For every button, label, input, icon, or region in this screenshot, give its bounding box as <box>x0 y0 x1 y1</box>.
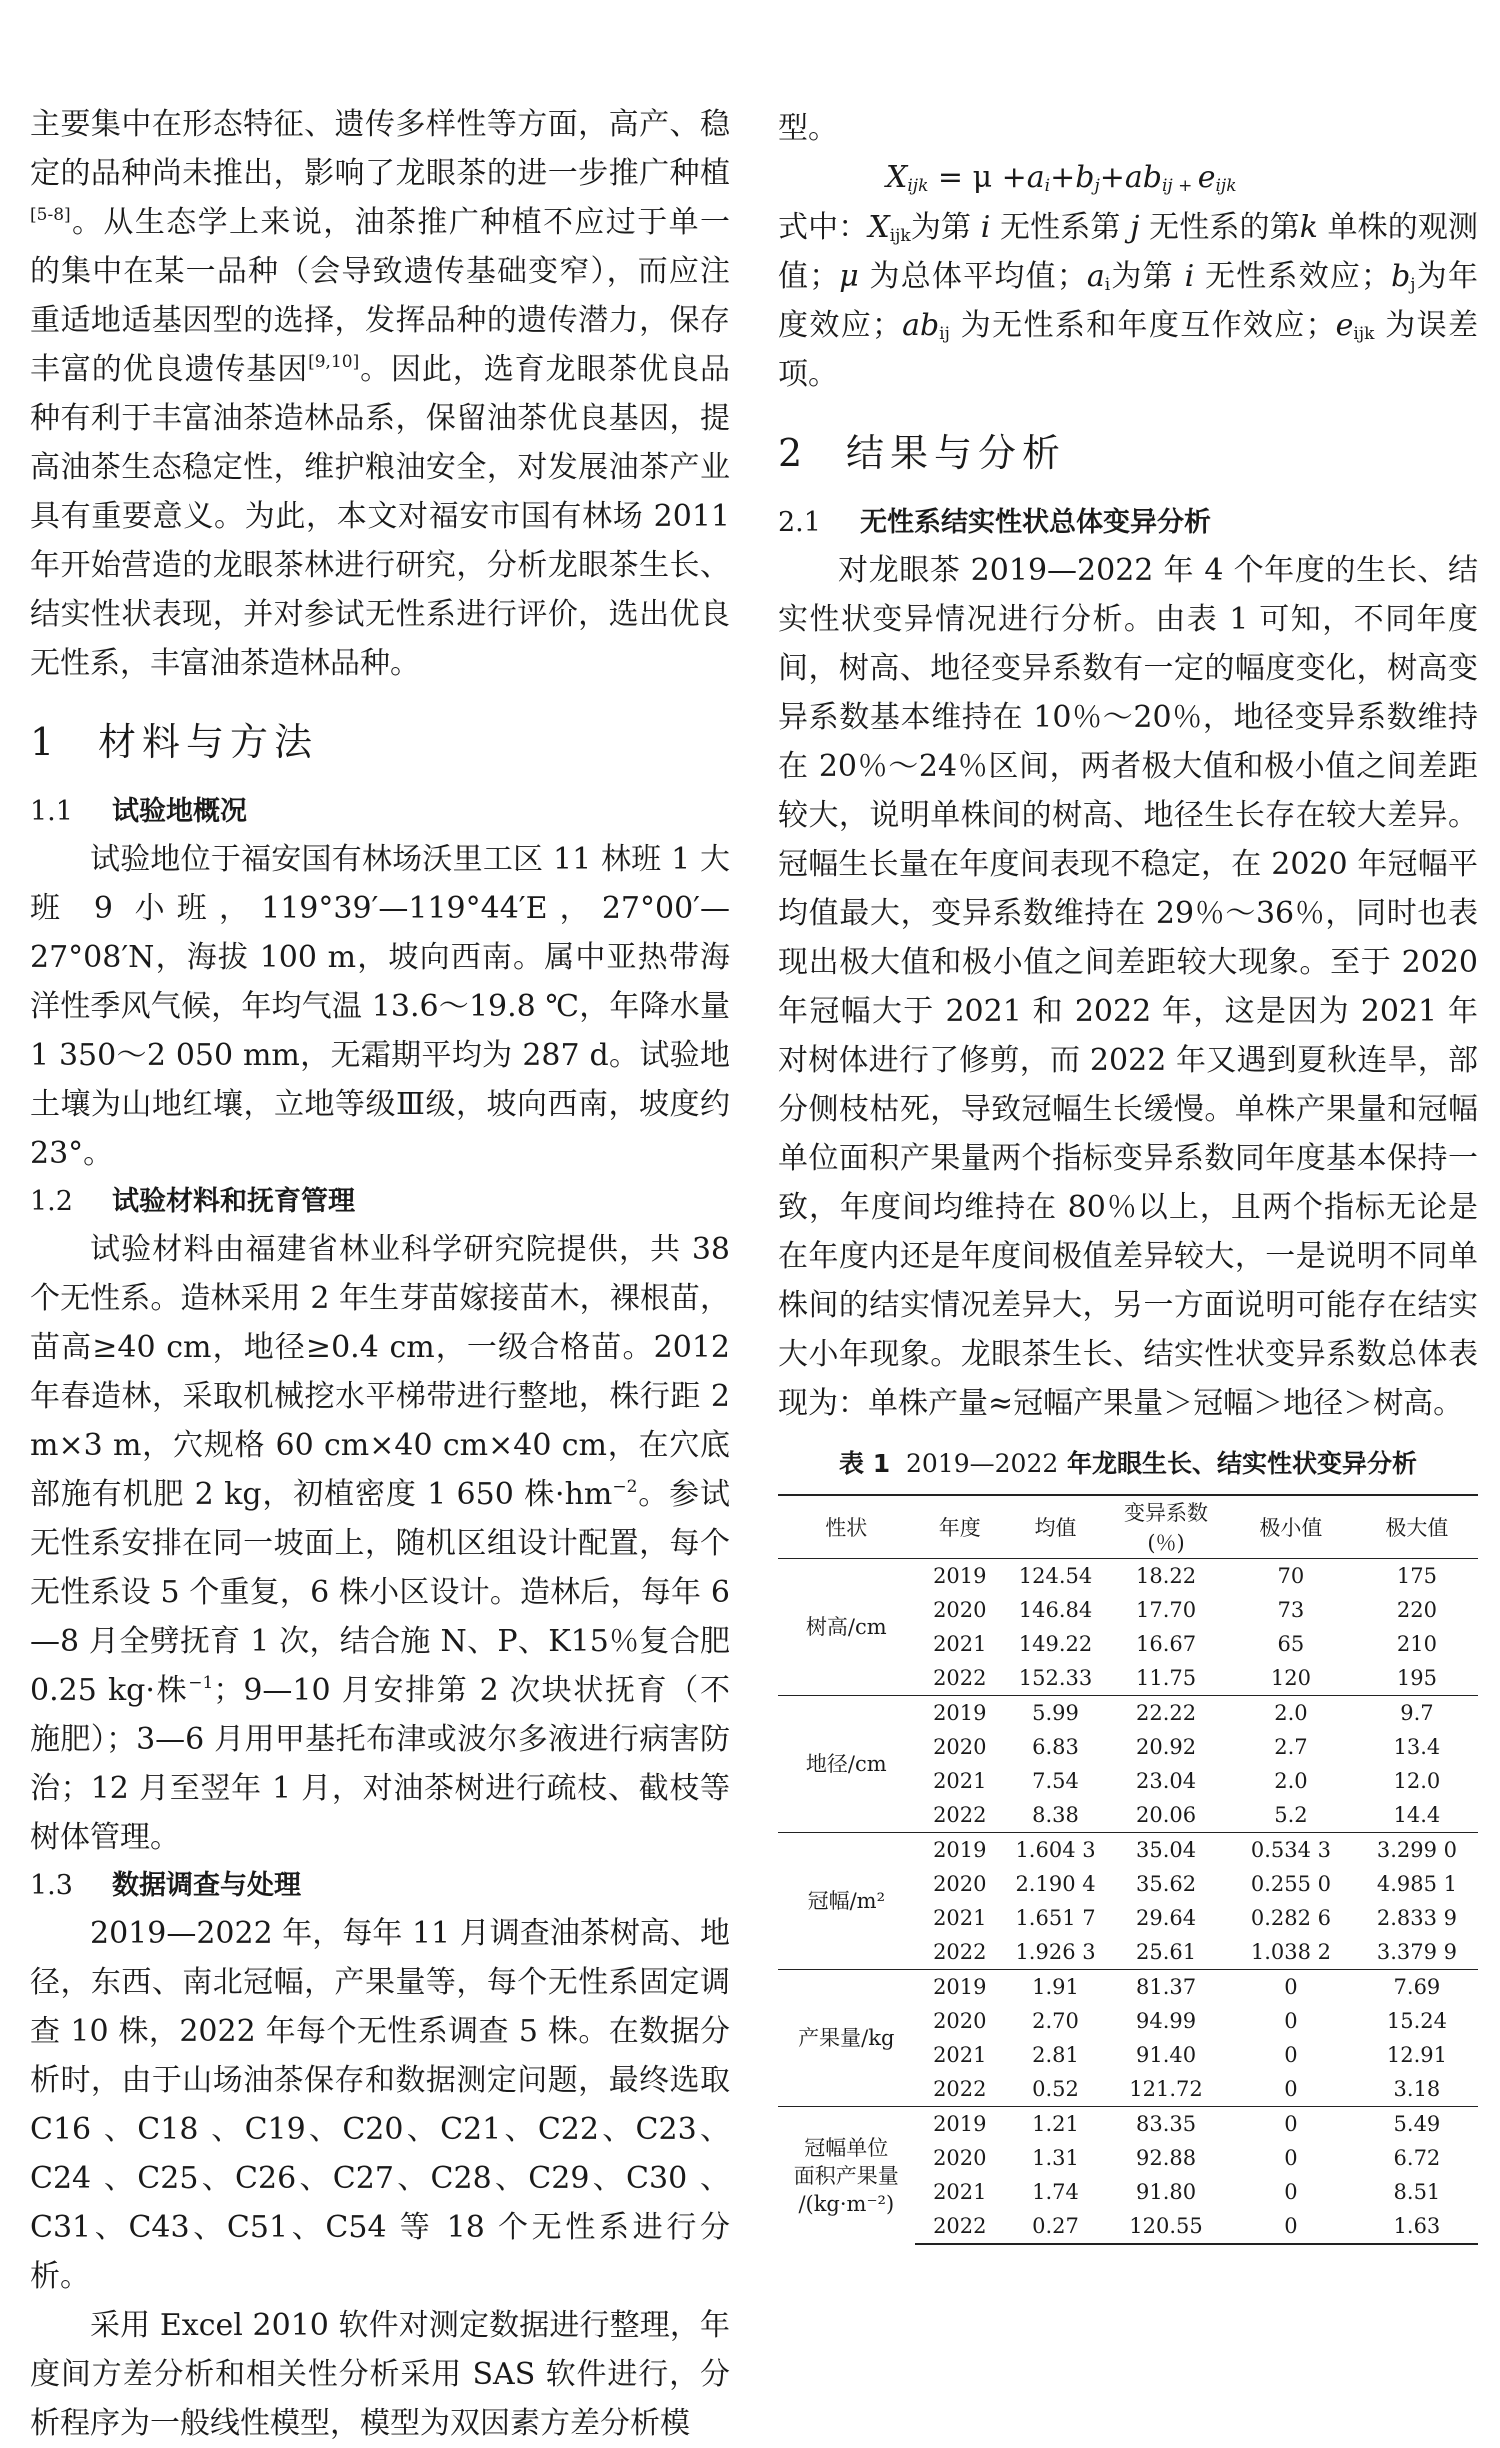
cv-cell: 81.37 <box>1106 1970 1226 2005</box>
section-2-heading: 2 结果与分析 <box>778 431 1067 475</box>
table-header-row <box>778 1495 1478 1559</box>
header-year: 年度 <box>915 1495 1005 1559</box>
min-cell: 70 <box>1277 1564 1305 1588</box>
mean-cell: 6.83 <box>1032 1735 1079 1759</box>
max-cell: 13.4 <box>1393 1735 1441 1759</box>
mean-cell: 1.21 <box>1005 2107 1106 2142</box>
max-cell: 195 <box>1396 1666 1437 1690</box>
cv-cell: 11.75 <box>1135 1666 1197 1690</box>
section-1-2-text: 试验材料由福建省林业科学研究院提供，共 38 个无性系。造林采用 2 年生芽苗嫁接苗木，裸根苗，苗高≥40 cm，地径≥0.4 cm，一级合格苗。2012 年春造林，采取机械挖水平梯带进行整地，株行距 2 m×3 m，穴规格 60 cm×40 cm×40 cm，在穴底部施有机肥 2 kg，初植密度 1 650 株$\cdot hm^{-2}$。参试无性系安排在同一坡面上，随机区组设计配置，每个无性系设 5 个重复，6 株小区设计。造林后，每年 6—8 月全劈抚育 1 次，结合施 N、P、K15％复合肥 0.25 kg·株$^{-1}$；9—10 月安排第 2 次块状抚育（不施肥）；3—6 月用甲基托布津或波尔多液进行病害防治；12 月至翌年 1 月，对油茶树进行疏枝、截枝等树体管理。 <box>30 1232 730 1855</box>
mean-cell: 8.38 <box>1032 1803 1079 1827</box>
left-column <box>30 100 730 2448</box>
section-1-1-text: 试验地位于福安国有林场沃里工区 11 林班 1 大班 9 小班，119°39′—119°44′E，27°00′—27°08′N，海拔 100 m，坡向西南。属中亚热带海洋性季风气候，年均气温 13.6～19.8 ℃，年降水量 1 350～2 050 mm，无霜期平均为 287 d。试验地土壤为山地红壤，立地等级Ⅲ级，坡向西南，坡度约 23°。 <box>30 842 730 1171</box>
cv-cell: 120.55 <box>1106 2209 1226 2244</box>
right-column <box>778 104 1478 2245</box>
section-1-1-heading: 1.1 试验地概况 <box>30 796 247 827</box>
cv-cell: 29.64 <box>1135 1906 1197 1930</box>
table-1 <box>778 1494 1478 2245</box>
section-1-3-heading: 1.3 数据调查与处理 <box>30 1870 301 1901</box>
section-2-1-heading: 2.1 无性系结实性状总体变异分析 <box>778 507 1211 538</box>
mean-cell: 1.74 <box>1032 2180 1079 2204</box>
trait-line: /(kg·m⁻²) <box>798 2191 895 2216</box>
max-cell: 1.63 <box>1356 2209 1478 2244</box>
max-cell: 6.72 <box>1393 2146 1441 2170</box>
continued-text: 型。 <box>778 111 838 146</box>
trait-cell: 冠幅/m² <box>778 1833 915 1970</box>
table-row <box>778 1559 1478 1594</box>
cv-cell: 83.35 <box>1106 2107 1226 2142</box>
table-1-caption: 表 1 2019—2022 年龙眼生长、结实性状变异分析 <box>839 1449 1417 1478</box>
min-cell: 0.534 3 <box>1226 1833 1356 1868</box>
year-cell: 2019 <box>915 1696 1005 1731</box>
trait-line: 面积产果量 <box>793 2163 899 2188</box>
mean-cell: 1.651 7 <box>1015 1906 1096 1930</box>
max-cell: 2.833 9 <box>1376 1906 1457 1930</box>
cv-cell: 16.67 <box>1135 1632 1197 1656</box>
min-cell: 73 <box>1277 1598 1305 1622</box>
cv-cell: 20.06 <box>1135 1803 1197 1827</box>
min-cell: 0.255 0 <box>1250 1872 1331 1896</box>
mean-cell: 2.70 <box>1032 2009 1079 2033</box>
year-cell: 2022 <box>933 1666 987 1690</box>
year-cell: 2019 <box>915 1833 1005 1868</box>
year-cell: 2021 <box>933 1769 987 1793</box>
year-cell: 2020 <box>933 1598 987 1622</box>
max-cell: 3.299 0 <box>1356 1833 1478 1868</box>
min-cell: 0 <box>1284 2146 1298 2170</box>
section-2-1-text: 对龙眼茶 2019—2022 年 4 个年度的生长、结实性状变异情况进行分析。由表 1 可知，不同年度间，树高、地径变异系数有一定的幅度变化，树高变异系数基本维持在 10％～20％，地径变异系数维持在 20％～24％区间，两者极大值和极小值之间差距较大，说明单株间的树高、地径生长存在较大差异。冠幅生长量在年度间表现不稳定，在 2020 年冠幅平均值最大，变异系数维持在 29％～36％，同时也表现出极大值和极小值之间差距较大现象。至于 2020 年冠幅大于 2021 和 2022 年，这是因为 2021 年对树体进行了修剪，而 2022 年又遇到夏秋连旱，部分侧枝枯死，导致冠幅生长缓慢。单株产果量和冠幅单位面积产果量两个指标变异系数同年度基本保持一致，年度间均维持在 80％以上，且两个指标无论是在年度内还是年度间极值差异较大，一是说明不同单株间的结实情况差异大，另一方面说明可能存在结实大小年现象。龙眼茶生长、结实性状变异系数总体表现为：单株产量≈冠幅产果量＞冠幅＞地径＞树高。 <box>778 553 1478 1421</box>
mean-cell: 0.27 <box>1005 2209 1106 2244</box>
header-max: 极大值 <box>1356 1495 1478 1559</box>
max-cell: 7.69 <box>1356 1970 1478 2005</box>
cv-cell: 22.22 <box>1106 1696 1226 1731</box>
mean-cell: 146.84 <box>1018 1598 1093 1622</box>
min-cell: 2.7 <box>1274 1735 1308 1759</box>
max-cell: 220 <box>1396 1598 1437 1622</box>
mean-cell: 0.52 <box>1032 2077 1079 2101</box>
section-1-2-heading: 1.2 试验材料和抚育管理 <box>30 1186 355 1217</box>
min-cell: 2.0 <box>1274 1769 1308 1793</box>
header-min: 极小值 <box>1226 1495 1356 1559</box>
year-cell: 2022 <box>933 2077 987 2101</box>
max-cell: 210 <box>1396 1632 1437 1656</box>
year-cell: 2021 <box>933 1632 987 1656</box>
mean-cell: 2.81 <box>1032 2043 1079 2067</box>
trait-line: 冠幅单位 <box>804 2135 889 2160</box>
min-cell: 1.038 2 <box>1250 1940 1331 1964</box>
section-1-heading: 1 材料与方法 <box>30 720 319 764</box>
citation-5-8: [5-8] <box>30 205 71 225</box>
max-cell: 4.985 1 <box>1376 1872 1457 1896</box>
mean-cell: 1.926 3 <box>1015 1940 1096 1964</box>
year-cell: 2022 <box>933 1940 987 1964</box>
cv-cell: 91.40 <box>1135 2043 1197 2067</box>
table-body <box>778 1559 1478 2245</box>
year-cell: 2021 <box>933 2180 987 2204</box>
max-cell: 5.49 <box>1356 2107 1478 2142</box>
trait-cell: 产果量/kg <box>778 1970 915 2107</box>
year-cell: 2019 <box>915 1970 1005 2005</box>
table-row <box>778 1970 1478 2005</box>
header-trait: 性状 <box>778 1495 915 1559</box>
cv-cell: 35.04 <box>1106 1833 1226 1868</box>
min-cell: 0 <box>1284 2180 1298 2204</box>
min-cell: 0 <box>1226 2107 1356 2142</box>
intro-paragraph: 主要集中在形态特征、遗传多样性等方面，高产、稳定的品种尚未推出，影响了龙眼茶的进一步推广种植[5-8]。从生态学上来说，油茶推广种植不应过于单一的集中在某一品种（会导致遗传基础变窄），而应注重适地适基因型的选择，发挥品种的遗传潜力，保存丰富的优良遗传基因[9,10]。因此，选育龙眼茶优良品种有利于丰富油茶造林品系，保留油茶优良基因，提高油茶生态稳定性，维护粮油安全，对发展油茶产业具有重要意义。为此，本文对福安市国有林场 2011 年开始营造的龙眼茶林进行研究，分析龙眼茶生长、结实性状表现，并对参试无性系进行评价，选出优良无性系，丰富油茶造林品种。 <box>30 107 731 681</box>
min-cell: 120 <box>1270 1666 1311 1690</box>
year-cell: 2019 <box>933 1564 987 1588</box>
header-mean: 均值 <box>1005 1495 1106 1559</box>
cv-cell: 17.70 <box>1135 1598 1197 1622</box>
year-cell: 2022 <box>915 2209 1005 2244</box>
cv-cell: 91.80 <box>1135 2180 1197 2204</box>
cv-cell: 92.88 <box>1135 2146 1197 2170</box>
max-cell: 3.18 <box>1393 2077 1441 2101</box>
max-cell: 3.379 9 <box>1376 1940 1457 1964</box>
mean-cell: 1.31 <box>1032 2146 1079 2170</box>
max-cell: 15.24 <box>1386 2009 1447 2033</box>
min-cell: 0 <box>1284 2043 1298 2067</box>
mean-cell: 152.33 <box>1018 1666 1093 1690</box>
min-cell: 0.282 6 <box>1250 1906 1331 1930</box>
mean-cell: 2.190 4 <box>1015 1872 1096 1896</box>
max-cell: 175 <box>1396 1564 1437 1588</box>
table-row <box>778 1696 1478 1731</box>
max-cell: 12.91 <box>1386 2043 1447 2067</box>
trait-cell <box>778 2107 915 2245</box>
mean-cell: 1.91 <box>1005 1970 1106 2005</box>
max-cell: 9.7 <box>1356 1696 1478 1731</box>
cv-cell: 121.72 <box>1129 2077 1203 2101</box>
table-row <box>778 1833 1478 1868</box>
table-row <box>778 2107 1478 2142</box>
min-cell: 0 <box>1226 1970 1356 2005</box>
year-cell: 2022 <box>933 1803 987 1827</box>
cv-cell: 23.04 <box>1135 1769 1197 1793</box>
min-cell: 0 <box>1284 2077 1298 2101</box>
year-cell: 2019 <box>915 2107 1005 2142</box>
mean-cell: 1.604 3 <box>1005 1833 1106 1868</box>
year-cell: 2021 <box>933 2043 987 2067</box>
trait-cell: 地径/cm <box>778 1696 915 1833</box>
header-cv: 变异系数(％) <box>1106 1495 1226 1559</box>
year-cell: 2020 <box>933 1735 987 1759</box>
max-cell: 14.4 <box>1393 1803 1441 1827</box>
section-1-3-text-1: 2019—2022 年，每年 11 月调查油茶树高、地径，东西、南北冠幅，产果量等，每个无性系固定调查 10 株，2022 年每个无性系调查 5 株。在数据分析时，由于山场油茶保存和数据测定问题，最终选取 C16 、C18 、C19、C20、C21、C22、C23、C24 、C25、C26、C27、C28、C29、C30 、C31、C43、C51、C54 等 18 个无性系进行分析。 <box>30 1916 730 2294</box>
year-cell: 2020 <box>933 1872 987 1896</box>
mean-cell: 149.22 <box>1018 1632 1093 1656</box>
cv-cell: 94.99 <box>1135 2009 1197 2033</box>
min-cell: 0 <box>1284 2009 1298 2033</box>
trait-cell: 树高/cm <box>805 1615 887 1639</box>
min-cell: 2.0 <box>1226 1696 1356 1731</box>
formula-explanation: 式中：$X_{ijk}$为第 i 无性系第 j 无性系的第k 单株的观测值；μ 为总体平均值；$a_i$为第 i 无性系效应；$b_j$为年度效应；$ab_{ij}$ 为无性系和年度互作效应；$e_{ijk}$ 为误差项。 <box>778 210 1479 392</box>
max-cell: 12.0 <box>1393 1769 1441 1793</box>
model-formula: $X_{ijk} = \mu +a_i+b_j+ab_{ij +}$ $e_{ijk}$ <box>886 160 1237 196</box>
min-cell: 5.2 <box>1274 1803 1308 1827</box>
mean-cell: 5.99 <box>1005 1696 1106 1731</box>
cv-cell: 25.61 <box>1135 1940 1197 1964</box>
year-cell: 2020 <box>933 2009 987 2033</box>
citation-9-10: [9,10] <box>308 352 360 372</box>
year-cell: 2021 <box>933 1906 987 1930</box>
section-1-3-text-2: 采用 Excel 2010 软件对测定数据进行整理，年度间方差分析和相关性分析采用 SAS 软件进行，分析程序为一般线性模型，模型为双因素方差分析模 <box>30 2308 730 2441</box>
min-cell: 65 <box>1277 1632 1305 1656</box>
mean-cell: 124.54 <box>1018 1564 1093 1588</box>
cv-cell: 35.62 <box>1135 1872 1197 1896</box>
cv-cell: 18.22 <box>1135 1564 1197 1588</box>
cv-cell: 20.92 <box>1135 1735 1197 1759</box>
max-cell: 8.51 <box>1393 2180 1441 2204</box>
min-cell: 0 <box>1226 2209 1356 2244</box>
mean-cell: 7.54 <box>1032 1769 1079 1793</box>
year-cell: 2020 <box>933 2146 987 2170</box>
